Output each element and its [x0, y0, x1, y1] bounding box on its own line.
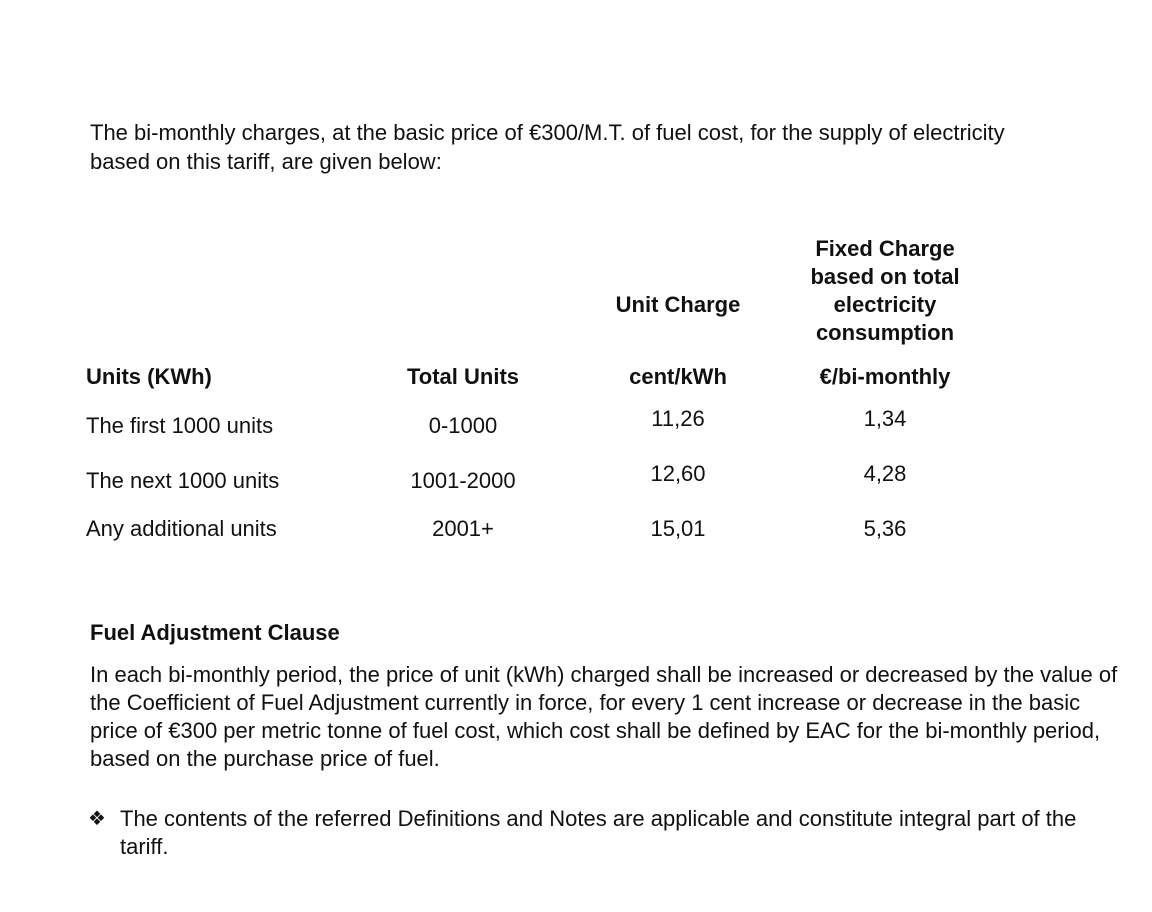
row-label: The first 1000 units	[86, 413, 274, 438]
row-label: Any additional units	[86, 516, 277, 541]
header-fixed-charge-line: electricity	[833, 292, 937, 317]
fuel-adjustment-title: Fuel Adjustment Clause	[90, 620, 340, 645]
row-fixed-charge: 4,28	[863, 461, 907, 486]
row-total-units: 1001-2000	[410, 468, 516, 493]
row-unit-charge: 11,26	[651, 406, 705, 431]
header-fixed-charge	[780, 235, 990, 347]
header-unit-charge: Unit Charge	[615, 292, 741, 317]
header-fixed-charge-line: based on total	[810, 264, 960, 289]
header-fixed-charge-line: Fixed Charge	[815, 236, 955, 261]
header-fixed-unit: €/bi-monthly	[819, 364, 951, 389]
row-fixed-charge: 1,34	[863, 406, 907, 431]
row-label: The next 1000 units	[86, 468, 280, 493]
row-unit-charge: 15,01	[650, 516, 706, 541]
header-unit-charge-unit: cent/kWh	[629, 364, 727, 389]
note-item	[88, 805, 1088, 861]
fuel-adjustment-body: In each bi-monthly period, the price of unit (kWh) charged shall be increased or decreased by the value of the Coefficient of Fuel Adjustment currently in force, for every 1 cent increase or decrease in the basic price of €300 per metric tonne of fuel cost, which cost shall be defined by EAC for the bi-monthly period, based on the purchase price of fuel.	[90, 662, 1118, 771]
header-units: Units (KWh)	[86, 364, 212, 389]
row-total-units: 0-1000	[428, 413, 498, 438]
row-unit-charge: 12,60	[650, 461, 706, 486]
header-fixed-charge-line: consumption	[815, 320, 955, 345]
row-total-units: 2001+	[432, 516, 494, 541]
note-text: The contents of the referred Definitions and Notes are applicable and constitute integral part of the tariff.	[120, 806, 1077, 859]
header-total-units: Total Units	[406, 364, 520, 389]
row-fixed-charge: 5,36	[863, 516, 907, 541]
intro-paragraph: The bi-monthly charges, at the basic price of €300/M.T. of fuel cost, for the supply of electricity based on this tariff, are given below:	[90, 120, 1005, 174]
bullet-diamond-icon: ❖	[88, 808, 106, 830]
